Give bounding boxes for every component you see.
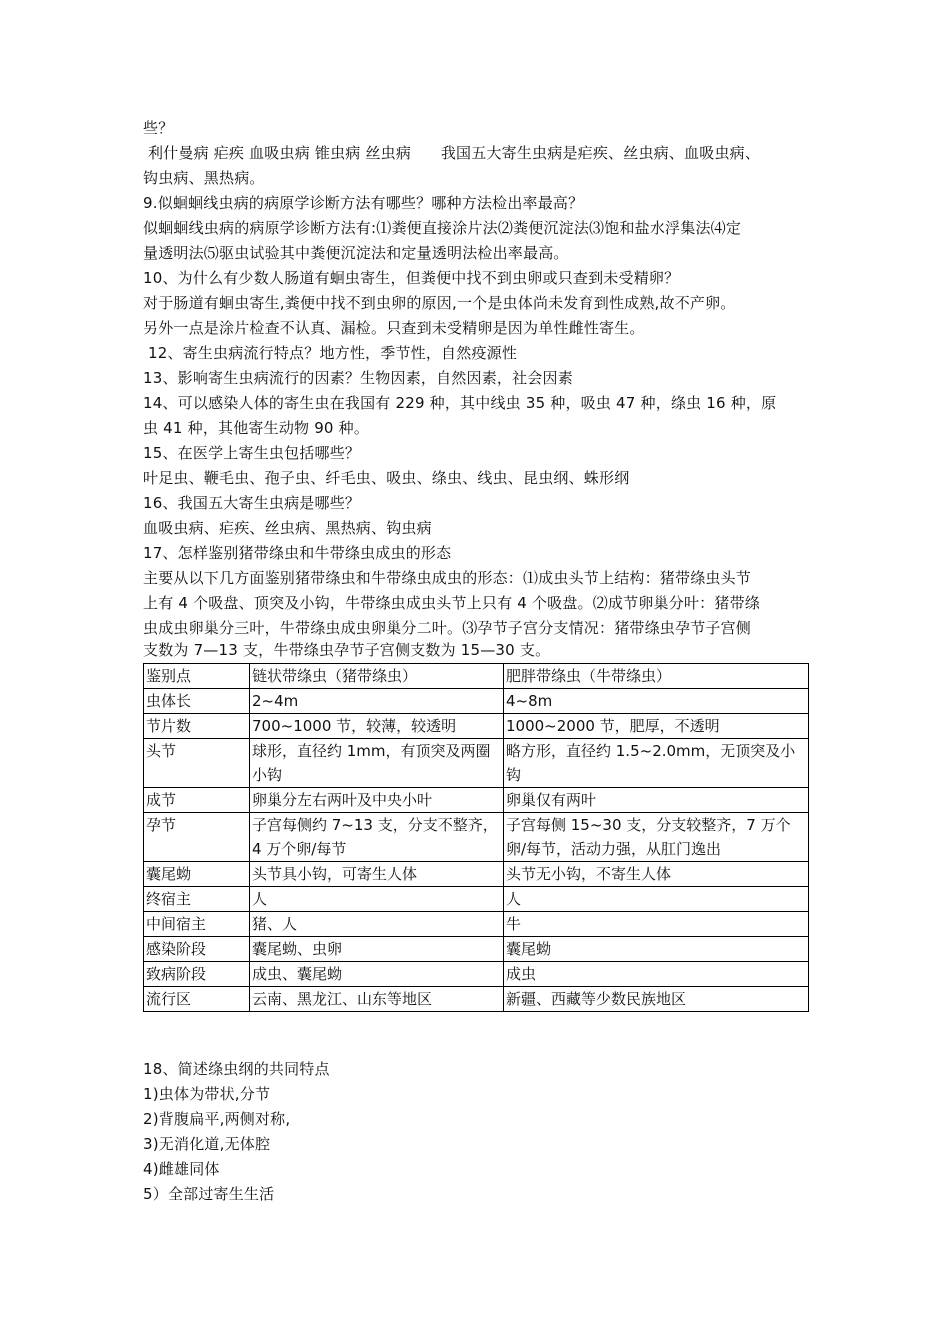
table-cell: 2~4m xyxy=(250,689,504,714)
text-line: 利什曼病 疟疾 血吸虫病 锥虫病 丝虫病 我国五大寄生虫病是疟疾、丝虫病、血吸虫病、 xyxy=(143,144,761,162)
text-line: 另外一点是涂片检查不认真、漏检。只查到未受精卵是因为单性雌性寄生。 xyxy=(143,319,645,337)
table-cell: 囊尾蚴 xyxy=(504,937,809,962)
question-heading: 16、我国五大寄生虫病是哪些？ xyxy=(143,494,361,512)
table-cell: 卵巢仅有两叶 xyxy=(504,788,809,813)
table-cell: 囊尾蚴 xyxy=(144,862,250,887)
question-heading: 13、影响寄生虫病流行的因素？生物因素，自然因素，社会因素 xyxy=(143,369,573,387)
table-header-cell: 链状带绦虫（猪带绦虫） xyxy=(250,664,504,689)
table-cell: 流行区 xyxy=(144,987,250,1012)
list-item: 4)雌雄同体 xyxy=(143,1160,220,1178)
table-cell: 虫体长 xyxy=(144,689,250,714)
question-heading: 10、为什么有少数人肠道有蛔虫寄生，但粪便中找不到虫卵或只查到未受精卵？ xyxy=(143,269,680,287)
text-line: 支数为 7—13 支，牛带绦虫孕节子宫侧支数为 15—30 支。 xyxy=(143,641,551,659)
table-cell: 人 xyxy=(504,887,809,912)
table-row xyxy=(144,912,809,937)
table-row xyxy=(144,937,809,962)
table-cell: 子宫每侧约 7~13 支，分支不整齐，4 万个卵/每节 xyxy=(250,813,504,862)
table-cell: 感染阶段 xyxy=(144,937,250,962)
text-line: 量透明法⑸驱虫试验其中粪便沉淀法和定量透明法检出率最高。 xyxy=(143,244,569,262)
table-cell: 中间宿主 xyxy=(144,912,250,937)
table-row xyxy=(144,689,809,714)
section-title: 18、简述绦虫纲的共同特点 xyxy=(143,1060,330,1078)
table-cell: 1000~2000 节，肥厚，不透明 xyxy=(504,714,809,739)
question-heading: 17、怎样鉴别猪带绦虫和牛带绦虫成虫的形态 xyxy=(143,544,452,562)
text-line: 叶足虫、鞭毛虫、孢子虫、纤毛虫、吸虫、绦虫、线虫、昆虫纲、蛛形纲 xyxy=(143,469,630,487)
table-cell: 头节无小钩，不寄生人体 xyxy=(504,862,809,887)
table-row xyxy=(144,887,809,912)
table-row xyxy=(144,862,809,887)
question-heading: 15、在医学上寄生虫包括哪些？ xyxy=(143,444,361,462)
text-line: 虫成虫卵巢分三叶，牛带绦虫成虫卵巢分二叶。⑶孕节子宫分支情况：猪带绦虫孕节子宫侧 xyxy=(143,619,752,637)
table-cell: 成节 xyxy=(144,788,250,813)
table-cell: 成虫、囊尾蚴 xyxy=(250,962,504,987)
text-line: 钩虫病、黑热病。 xyxy=(143,169,265,187)
table-header-cell: 鉴别点 xyxy=(144,664,250,689)
text-line: 对于肠道有蛔虫寄生,粪便中找不到虫卵的原因,一个是虫体尚未发育到性成熟,故不产卵。 xyxy=(143,294,736,312)
table-header-row xyxy=(144,664,809,689)
question-heading: 14、可以感染人体的寄生虫在我国有 229 种，其中线虫 35 种，吸虫 47 种，绦虫 16 种，原 xyxy=(143,394,777,412)
table-cell: 致病阶段 xyxy=(144,962,250,987)
list-item: 1)虫体为带状,分节 xyxy=(143,1085,271,1103)
table-row xyxy=(144,739,809,788)
text-line: 主要从以下几方面鉴别猪带绦虫和牛带绦虫成虫的形态：⑴成虫头节上结构：猪带绦虫头节 xyxy=(143,569,752,587)
table-row xyxy=(144,714,809,739)
list-item: 2)背腹扁平,两侧对称, xyxy=(143,1110,291,1128)
list-item: 3)无消化道,无体腔 xyxy=(143,1135,271,1153)
table-cell: 终宿主 xyxy=(144,887,250,912)
table-cell: 4~8m xyxy=(504,689,809,714)
table-cell: 略方形，直径约 1.5~2.0mm，无顶突及小钩 xyxy=(504,739,809,788)
table-cell: 孕节 xyxy=(144,813,250,862)
text-line: 虫 41 种，其他寄生动物 90 种。 xyxy=(143,419,370,437)
text-line: 血吸虫病、疟疾、丝虫病、黑热病、钩虫病 xyxy=(143,519,432,537)
table-cell: 700~1000 节，较薄，较透明 xyxy=(250,714,504,739)
comparison-table xyxy=(143,663,809,1012)
question-heading: 12、寄生虫病流行特点？地方性，季节性，自然疫源性 xyxy=(143,344,518,362)
table-row xyxy=(144,788,809,813)
table-cell: 猪、人 xyxy=(250,912,504,937)
table-cell: 牛 xyxy=(504,912,809,937)
text-line: 些？ xyxy=(143,119,174,137)
table-cell: 成虫 xyxy=(504,962,809,987)
table-header-cell: 肥胖带绦虫（牛带绦虫） xyxy=(504,664,809,689)
table-cell: 云南、黑龙江、山东等地区 xyxy=(250,987,504,1012)
table-cell: 头节 xyxy=(144,739,250,788)
text-line: 上有 4 个吸盘、顶突及小钩，牛带绦虫成虫头节上只有 4 个吸盘。⑵成节卵巢分叶：猪带绦 xyxy=(143,594,760,612)
table-row xyxy=(144,962,809,987)
question-heading: 9.似蛔蛔线虫病的病原学诊断方法有哪些？哪种方法检出率最高？ xyxy=(143,194,584,212)
table-cell: 头节具小钩，可寄生人体 xyxy=(250,862,504,887)
table-cell: 卵巢分左右两叶及中央小叶 xyxy=(250,788,504,813)
table-cell: 节片数 xyxy=(144,714,250,739)
table-cell: 球形，直径约 1mm，有顶突及两圈小钩 xyxy=(250,739,504,788)
table-cell: 新疆、西藏等少数民族地区 xyxy=(504,987,809,1012)
table-row xyxy=(144,813,809,862)
table-cell: 囊尾蚴、虫卵 xyxy=(250,937,504,962)
text-line: 似蛔蛔线虫病的病原学诊断方法有:⑴粪便直接涂片法⑵粪便沉淀法⑶饱和盐水浮集法⑷定 xyxy=(143,219,742,237)
table-row xyxy=(144,987,809,1012)
table-cell: 子宫每侧 15~30 支，分支较整齐，7 万个卵/每节，活动力强，从肛门逸出 xyxy=(504,813,809,862)
list-item: 5）全部过寄生生活 xyxy=(143,1185,275,1203)
table-cell: 人 xyxy=(250,887,504,912)
